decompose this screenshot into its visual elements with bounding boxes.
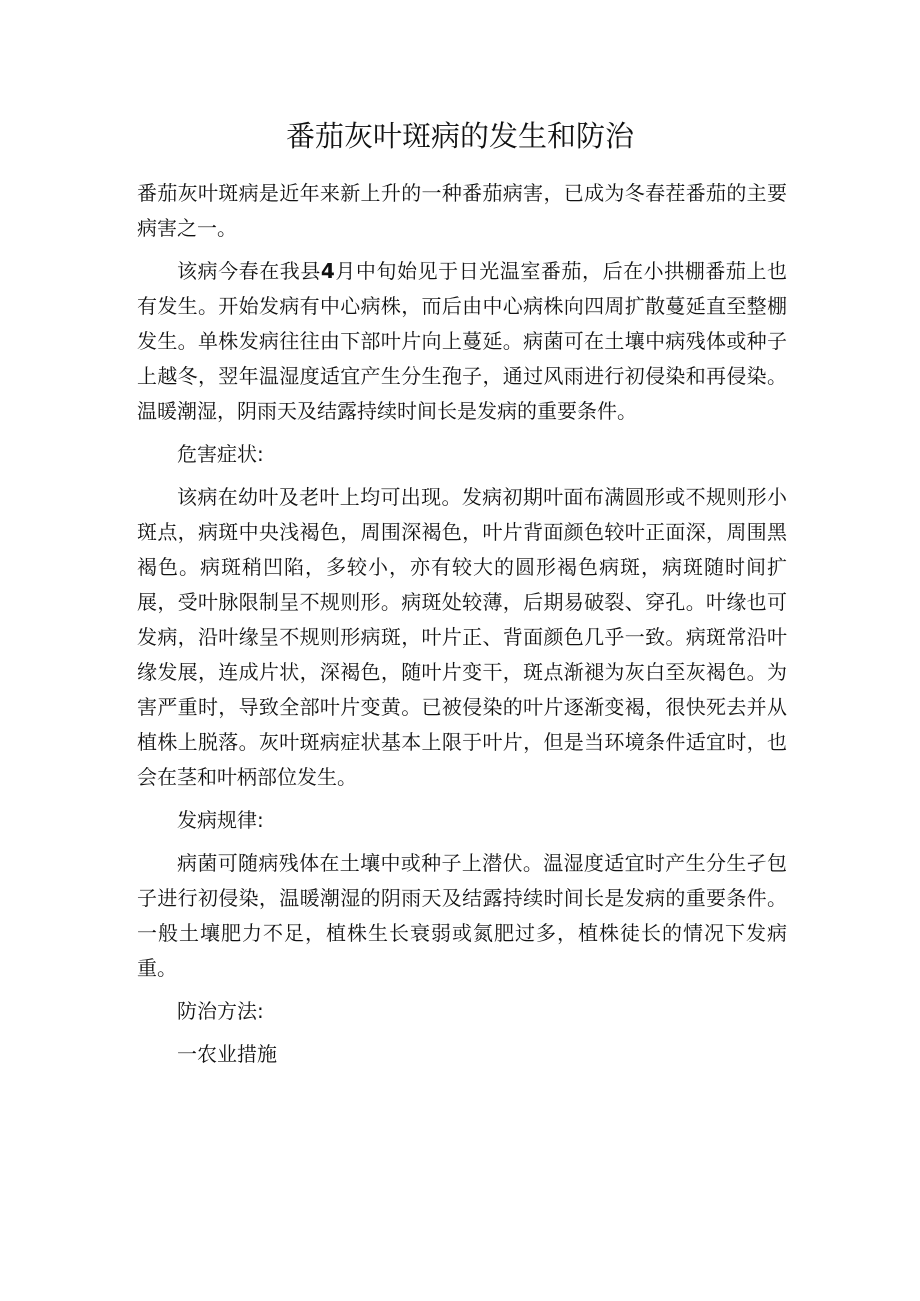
agri-measures-heading: 一农业措施: [177, 1042, 277, 1066]
pattern-paragraph: 病菌可随病残体在土壤中或种子上潜伏。温湿度适宜时产生分生孑包子进行初侵染，温暖潮湿的阴雨天及结露持续时间长是发病的重要条件。一般土壤肥力不足，植株生长衰弱或氮肥过多，植株徒长的情况下发病重。: [137, 851, 787, 980]
symptoms-paragraph: 该病在幼叶及老叶上均可出现。发病初期叶面布满圆形或不规则形小斑点，病斑中央浅褐色，周围深褐色，叶片背面颜色较叶正面深，周围黑褐色。病斑稍凹陷，多较小，亦有较大的圆形褐色病斑，病斑随时间扩展，受叶脉限制呈不规则形。病斑处较薄，后期易破裂、穿孔。叶缘也可发病，沿叶缘呈不规则形病斑，叶片正、背面颜色几乎一致。病斑常沿叶缘发展，连成片状，深褐色，随叶片变干，斑点渐褪为灰白至灰褐色。为害严重时，导致全部叶片变黄。已被侵染的叶片逐渐变褐，很快死去并从植株上脱落。灰叶斑病症状基本上限于叶片，但是当环境条件适宜时，也会在茎和叶柄部位发生。: [137, 485, 787, 789]
symptoms-heading: 危害症状:: [177, 442, 264, 466]
occurrence-paragraph: [137, 254, 787, 429]
control-heading: 防治方法:: [177, 999, 264, 1023]
pattern-heading: 发病规律:: [177, 808, 264, 832]
occurrence-text-rest: 月中旬始见于日光温室番茄，后在小拱棚番茄上也有发生。开始发病有中心病株，而后由中心病株向四周扩散蔓延直至整棚发生。单株发病往往由下部叶片向上蔓延。病菌可在土壤中病残体或种子上越冬，翌年温湿度适宜产生分生孢子，通过风雨进行初侵染和再侵染。温暖潮湿，阴雨天及结露持续时间长是发病的重要条件。: [137, 259, 788, 423]
month-number: 4: [320, 259, 335, 283]
occurrence-text-start: 该病今春在我县: [177, 259, 321, 283]
document-title: 番茄灰叶斑病的发生和防治: [285, 119, 634, 153]
document-body: [137, 176, 787, 1080]
intro-paragraph: 番茄灰叶斑病是近年来新上升的一种番茄病害，已成为冬春茬番茄的主要病害之一。: [137, 181, 787, 240]
